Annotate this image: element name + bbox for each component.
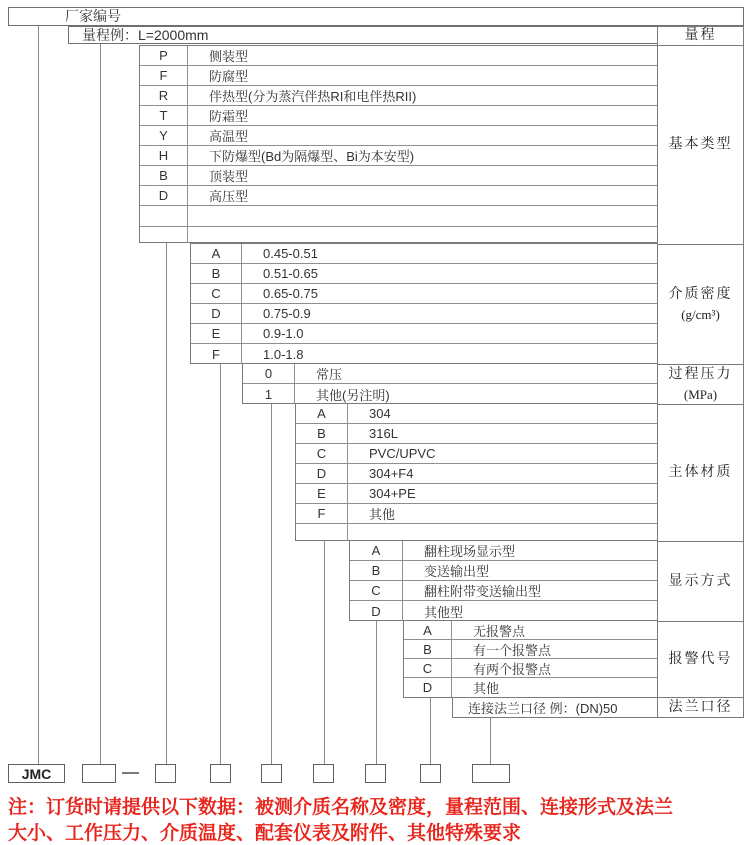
category-range <box>658 27 743 45</box>
range-example-label: 量程例：L=2000mm <box>82 27 209 43</box>
display-table <box>349 540 658 621</box>
desc-cell: 0.51-0.65 <box>263 266 318 281</box>
connector-line <box>376 621 377 764</box>
table-row <box>350 601 657 621</box>
code-cell <box>296 524 348 540</box>
desc-cell: 316L <box>369 426 398 441</box>
desc-cell: 常压 <box>316 367 343 382</box>
table-row <box>296 484 657 504</box>
table-row <box>191 344 657 364</box>
connector-line <box>271 404 272 764</box>
desc-cell: 翻柱现场显示型 <box>424 544 516 559</box>
category-pressure-unit: (MPa) <box>683 386 718 402</box>
basic-type-table <box>139 45 658 243</box>
table-row <box>140 66 657 86</box>
separator-dash <box>122 772 139 774</box>
code-cell: C <box>191 284 242 303</box>
order-note <box>8 795 748 845</box>
connector-line <box>38 26 39 764</box>
table-row <box>404 659 657 678</box>
desc-cell: 下防爆型(Bd为隔爆型、Bi为本安型) <box>209 149 415 164</box>
desc-cell: 高压型 <box>209 189 249 204</box>
code-box-flange <box>472 764 510 783</box>
table-row-empty <box>140 206 657 227</box>
table-row <box>140 86 657 106</box>
table-row <box>140 106 657 126</box>
flange-row <box>452 697 658 718</box>
order-note-line1: 注：订货时请提供以下数据：被测介质名称及密度，量程范围、连接形式及法兰 <box>8 797 674 818</box>
table-row-empty <box>140 227 657 243</box>
table-row <box>191 264 657 284</box>
code-cell: C <box>296 444 348 463</box>
desc-cell: 304+PE <box>369 486 416 501</box>
desc-cell: 伴热型(分为蒸汽伴热RI和电伴热RII) <box>209 89 417 104</box>
code-cell: A <box>191 244 242 263</box>
category-density <box>658 244 743 364</box>
range-example-box <box>68 26 658 44</box>
desc-cell: 无报警点 <box>473 623 526 639</box>
category-range-label: 量程 <box>684 28 717 43</box>
manufacturer-number-box <box>8 7 744 26</box>
code-cell: D <box>404 678 452 697</box>
code-cell: D <box>296 464 348 483</box>
desc-cell: 翻柱附带变送输出型 <box>424 584 542 599</box>
desc-cell: 有两个报警点 <box>473 661 552 677</box>
table-row <box>243 364 657 384</box>
code-cell: D <box>350 601 403 621</box>
desc-cell: 其他(另注明) <box>316 387 390 403</box>
flange-row-text: 连接法兰口径 例：(DN)50 <box>468 701 618 716</box>
table-row <box>140 46 657 66</box>
density-table <box>190 243 658 364</box>
code-cell: B <box>350 561 403 580</box>
model-prefix-box <box>8 764 65 783</box>
category-material-label: 主体材质 <box>668 465 733 480</box>
code-box-basic-type <box>155 764 176 783</box>
desc-cell <box>188 206 209 226</box>
category-flange <box>658 697 743 718</box>
code-cell: F <box>296 504 348 523</box>
table-row <box>296 464 657 484</box>
pressure-table <box>242 363 658 404</box>
table-row <box>404 640 657 659</box>
desc-cell: 防霜型 <box>209 109 249 124</box>
code-cell: D <box>191 304 242 323</box>
category-display <box>658 541 743 621</box>
code-cell: B <box>191 264 242 283</box>
code-cell: A <box>296 404 348 423</box>
alarm-table <box>403 620 658 698</box>
code-cell: P <box>140 46 188 65</box>
code-cell: A <box>350 541 403 560</box>
code-cell: D <box>140 186 188 205</box>
desc-cell: 顶装型 <box>209 169 249 184</box>
category-pressure-label: 过程压力 <box>668 366 733 382</box>
desc-cell: 304+F4 <box>369 466 414 481</box>
category-flange-label: 法兰口径 <box>668 700 733 715</box>
desc-cell: 有一个报警点 <box>473 642 552 658</box>
code-box-range <box>82 764 116 783</box>
desc-cell: 其他型 <box>424 604 464 620</box>
desc-cell: 其他 <box>473 681 500 696</box>
code-cell: A <box>404 621 452 639</box>
table-row <box>404 678 657 697</box>
code-cell: F <box>140 66 188 85</box>
table-row <box>296 424 657 444</box>
code-cell <box>140 227 188 243</box>
table-row <box>140 126 657 146</box>
order-note-line2: 大小、工作压力、介质温度、配套仪表及附件、其他特殊要求 <box>8 823 522 844</box>
code-box-alarm <box>420 764 441 783</box>
desc-cell: 变送输出型 <box>424 564 490 579</box>
manufacturer-number-label: 厂家编号 <box>65 8 121 24</box>
desc-cell: 其他 <box>369 507 396 522</box>
connector-line <box>166 243 167 764</box>
table-row <box>140 186 657 206</box>
model-prefix-label: JMC <box>21 765 52 782</box>
connector-line <box>100 44 101 764</box>
category-pressure <box>658 364 743 404</box>
category-display-label: 显示方式 <box>668 573 733 589</box>
code-box-pressure <box>261 764 282 783</box>
desc-cell: 侧装型 <box>209 49 249 64</box>
category-density-unit: (g/cm³) <box>681 306 720 322</box>
table-row <box>350 561 657 581</box>
table-row <box>296 404 657 424</box>
desc-cell <box>348 524 369 540</box>
code-cell: B <box>140 166 188 185</box>
connector-line <box>324 541 325 764</box>
code-cell: Y <box>140 126 188 145</box>
table-row <box>191 304 657 324</box>
desc-cell: 高温型 <box>209 129 249 144</box>
connector-line <box>220 364 221 764</box>
code-cell: R <box>140 86 188 105</box>
table-row <box>243 384 657 404</box>
code-cell: B <box>296 424 348 443</box>
table-row <box>191 284 657 304</box>
code-cell: F <box>191 344 242 364</box>
desc-cell: 0.45-0.51 <box>263 246 318 261</box>
category-density-label: 介质密度 <box>668 286 733 302</box>
connector-line <box>490 718 491 764</box>
table-row-empty <box>296 524 657 540</box>
category-basic-type <box>658 45 743 244</box>
code-cell: E <box>296 484 348 503</box>
code-cell <box>140 206 188 226</box>
category-material <box>658 404 743 541</box>
category-column <box>657 26 744 718</box>
table-row <box>350 541 657 561</box>
desc-cell <box>188 227 209 243</box>
code-box-density <box>210 764 231 783</box>
category-alarm-label: 报警代号 <box>668 651 733 667</box>
table-row <box>296 504 657 524</box>
table-row <box>140 166 657 186</box>
code-box-display <box>365 764 386 783</box>
desc-cell: 0.9-1.0 <box>263 326 304 341</box>
code-cell: C <box>350 581 403 600</box>
code-cell: B <box>404 640 452 658</box>
code-cell: H <box>140 146 188 165</box>
code-cell: 0 <box>243 364 295 383</box>
desc-cell: 304 <box>369 406 391 421</box>
desc-cell: 0.65-0.75 <box>263 286 318 301</box>
code-cell: T <box>140 106 188 125</box>
table-row <box>404 621 657 640</box>
table-row <box>140 146 657 166</box>
category-basic-type-label: 基本类型 <box>668 137 733 152</box>
code-cell: 1 <box>243 384 295 404</box>
table-row <box>350 581 657 601</box>
category-alarm <box>658 621 743 697</box>
desc-cell: 防腐型 <box>209 69 249 84</box>
table-row <box>191 324 657 344</box>
code-cell: C <box>404 659 452 677</box>
desc-cell: PVC/UPVC <box>369 446 436 461</box>
desc-cell: 1.0-1.8 <box>263 346 304 362</box>
desc-cell: 0.75-0.9 <box>263 306 311 321</box>
code-cell: E <box>191 324 242 343</box>
code-box-material <box>313 764 334 783</box>
table-row <box>296 444 657 464</box>
material-table <box>295 403 658 541</box>
connector-line <box>430 698 431 764</box>
table-row <box>191 244 657 264</box>
